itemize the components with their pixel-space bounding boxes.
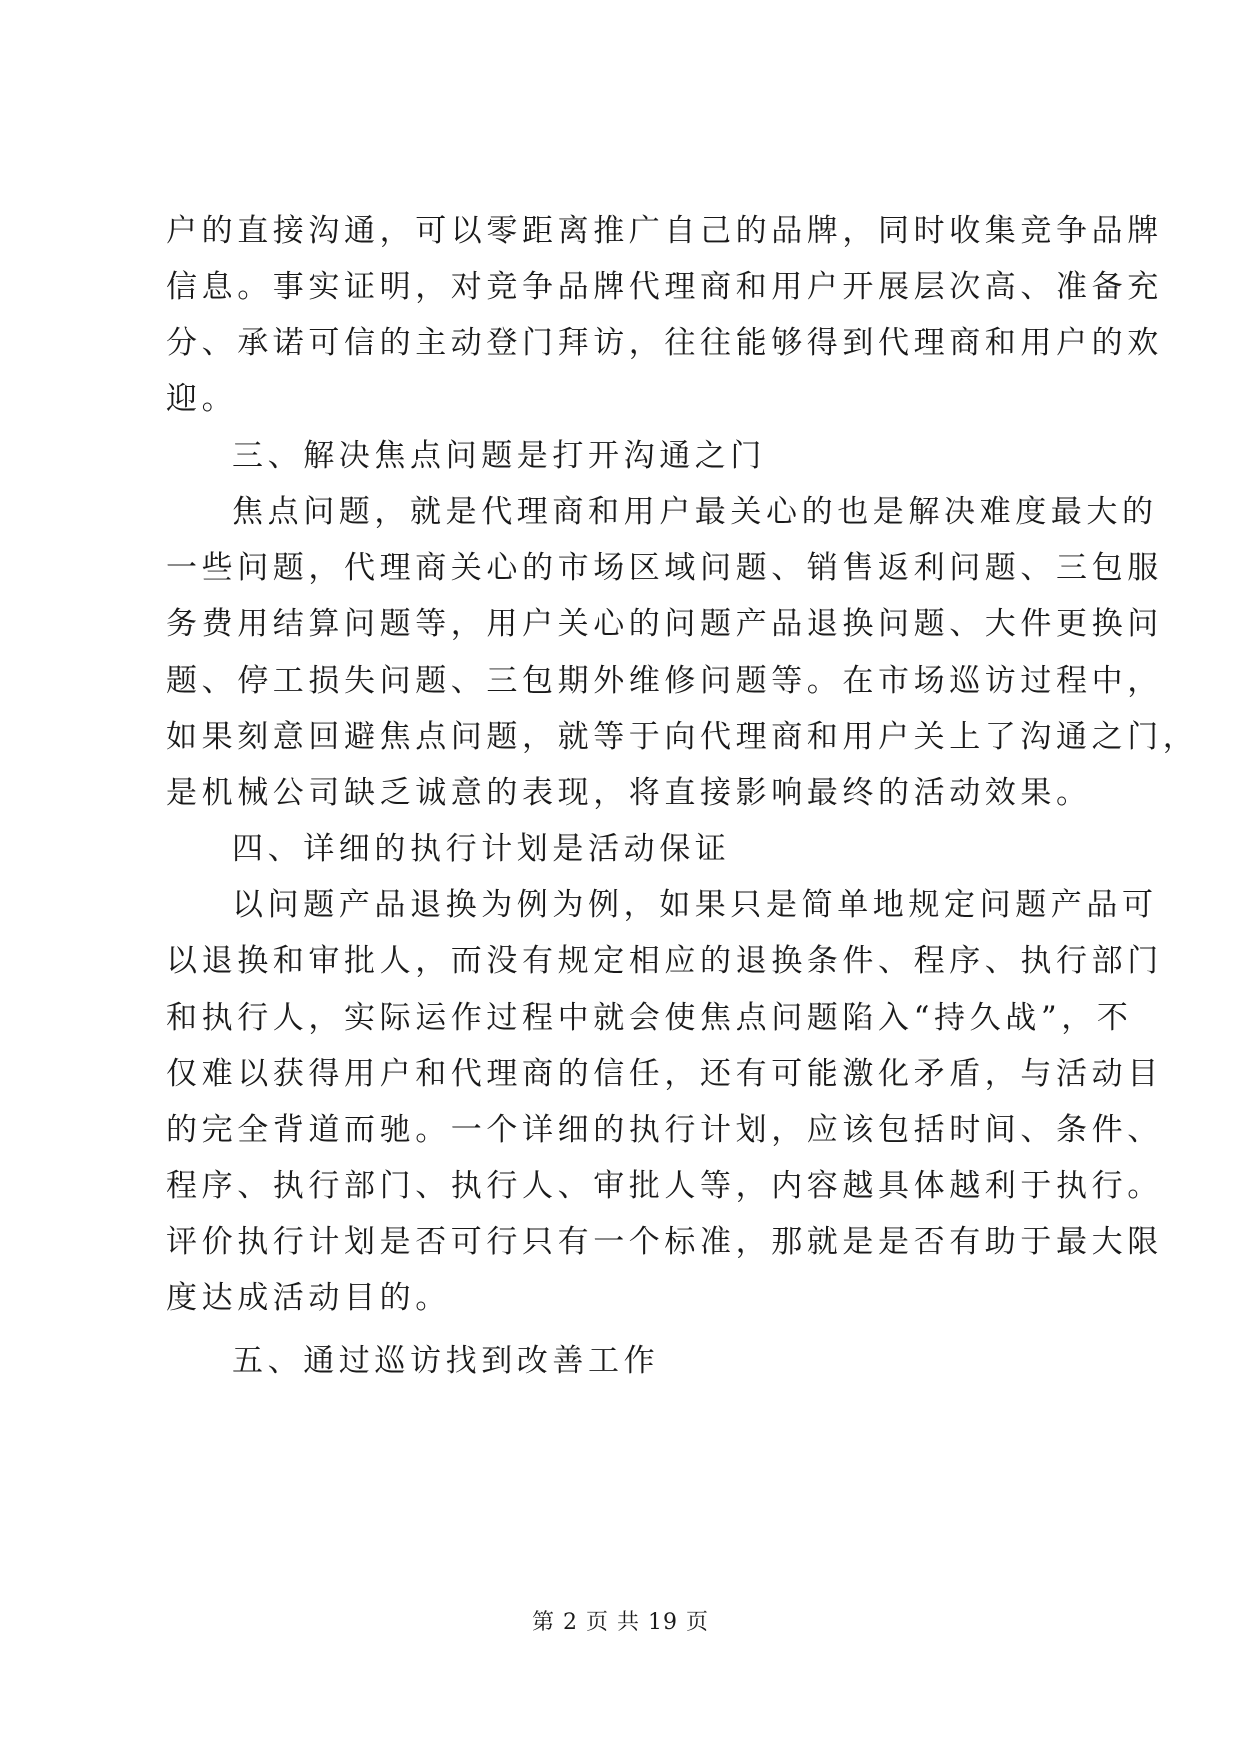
body-text-line: 度达成活动目的。 <box>166 1280 451 1316</box>
body-text-line: 程序、执行部门、执行人、审批人等，内容越具体越利于执行。 <box>166 1168 1163 1204</box>
body-text-line: 仅难以获得用户和代理商的信任，还有可能激化矛盾，与活动目 <box>166 1056 1163 1092</box>
section-heading-4: 四、详细的执行计划是活动保证 <box>232 831 731 867</box>
body-text-line: 信息。事实证明，对竞争品牌代理商和用户开展层次高、准备充 <box>166 269 1163 305</box>
section-heading-5: 五、通过巡访找到改善工作 <box>232 1343 660 1379</box>
body-text-line: 户的直接沟通，可以零距离推广自己的品牌，同时收集竞争品牌 <box>166 213 1163 249</box>
body-text-line: 焦点问题，就是代理商和用户最关心的也是解决难度最大的 <box>232 494 1158 530</box>
body-text-line: 一些问题，代理商关心的市场区域问题、销售返利问题、三包服 <box>166 550 1163 586</box>
body-text-line: 分、承诺可信的主动登门拜访，往往能够得到代理商和用户的欢 <box>166 325 1163 361</box>
body-text-line: 和执行人，实际运作过程中就会使焦点问题陷入“持久战”，不 <box>166 1000 1133 1036</box>
body-text-line: 是机械公司缺乏诚意的表现，将直接影响最终的活动效果。 <box>166 775 1092 811</box>
body-text-line: 以问题产品退换为例为例，如果只是简单地规定问题产品可 <box>232 887 1158 923</box>
body-text-line: 以退换和审批人，而没有规定相应的退换条件、程序、执行部门 <box>166 943 1163 979</box>
body-text-line: 题、停工损失问题、三包期外维修问题等。在市场巡访过程中， <box>166 663 1163 699</box>
body-text-line: 的完全背道而驰。一个详细的执行计划，应该包括时间、条件、 <box>166 1112 1163 1148</box>
page-number-footer: 第 2 页 共 19 页 <box>532 1610 709 1635</box>
body-text-line: 如果刻意回避焦点问题，就等于向代理商和用户关上了沟通之门， <box>166 719 1199 755</box>
body-text-line: 评价执行计划是否可行只有一个标准，那就是是否有助于最大限 <box>166 1224 1163 1260</box>
section-heading-3: 三、解决焦点问题是打开沟通之门 <box>232 438 766 474</box>
body-text-line: 务费用结算问题等，用户关心的问题产品退换问题、大件更换问 <box>166 606 1163 642</box>
body-text-line: 迎。 <box>166 381 238 417</box>
